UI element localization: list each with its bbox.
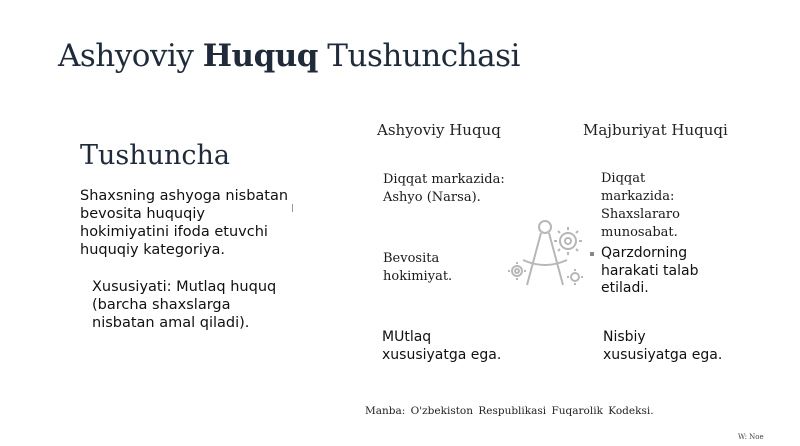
cell-real-type: MUtlaq xususiyatga ega. bbox=[382, 329, 502, 363]
feature-text: Xususiyati: Mutlaq huquq (barcha shaxslarga nisbatan amal qiladi). bbox=[92, 279, 277, 331]
cell-obligation-power: Qarzdorning harakati talab etiladi. bbox=[601, 245, 699, 296]
text-cursor-mark bbox=[292, 204, 293, 212]
cell-obligation-focus: Diqqat markazida: Shaxslararo munosabat. bbox=[601, 171, 680, 240]
cell-real-power: Bevosita hokimiyat. bbox=[383, 251, 453, 284]
page-title bbox=[58, 38, 520, 74]
column-header-real-right: Ashyoviy Huquq bbox=[377, 121, 501, 139]
title-part-1: Ashyoviy bbox=[58, 38, 203, 74]
title-part-3: Tushunchasi bbox=[317, 38, 520, 74]
footnote: W: Noe bbox=[738, 433, 764, 441]
title-part-2: Huquq bbox=[202, 38, 318, 74]
cell-real-focus: Diqqat markazida: Ashyo (Narsa). bbox=[383, 172, 505, 205]
definition-text: Shaxsning ashyoga nisbatan bevosita huquqiy hokimiyatini ifoda etuvchi huquqiy kategoriya. bbox=[80, 188, 289, 258]
compass-gears-icon bbox=[505, 215, 595, 300]
definition-heading: Tushuncha bbox=[80, 140, 231, 171]
column-header-obligation-right: Majburiyat Huquqi bbox=[583, 121, 728, 139]
source-citation: Manba: O'zbekiston Respublikasi Fuqarolik Kodeksi. bbox=[365, 405, 654, 417]
cell-obligation-type: Nisbiy xususiyatga ega. bbox=[603, 329, 723, 363]
